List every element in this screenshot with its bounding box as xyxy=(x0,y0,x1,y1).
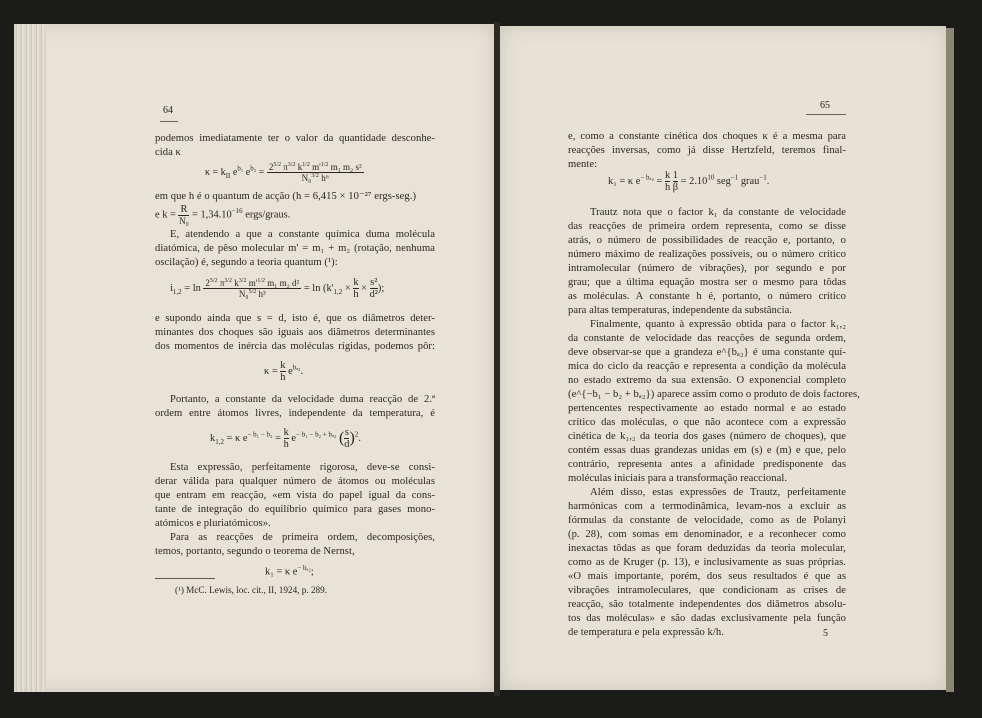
right-page-edge xyxy=(946,28,954,692)
right-text-line: de temperatura e pela expressão k/h. xyxy=(568,627,724,638)
left-formula-chemical-constant: $i_{1,2} = \ln$ $\frac{2^{5/2} \pi^{3/2} k^{3/2} m'^{1/2} m_1 m_2 d^2}{N_0^{5/2} h^3}$ = $\ln (k'_{1,2}$ × $\frac{k}{h}$ × $\frac{\text{s²}}{\text{d²}}$ ); xyxy=(170,277,385,300)
right-text-line: contrário, representa antes a afinidade predisponente das xyxy=(568,459,846,470)
right-text-line: vibrações intramoleculares, que condicionam as crises de xyxy=(568,585,846,596)
right-text-line: «O mais importante, porém, dos seus resultados é que as xyxy=(568,571,846,582)
left-text-line: oscilação) é, segundo a teoria quantum (¹): xyxy=(155,257,338,268)
footnote: (¹) McC. Lewis, loc. cit., II, 1924, p. 289. xyxy=(175,585,328,595)
right-text-line: e, como a constante cinética dos choques κ é a mesma para xyxy=(568,131,846,142)
right-text-line: Trautz nota que o factor k₁ da constante de velocidade xyxy=(590,207,846,218)
left-text-line: cida κ xyxy=(155,147,181,158)
right-text-line: como as de Kruger (p. 13), e inclusivamente as suas próprias. xyxy=(568,557,846,568)
right-formula-first-order: k₁ = κ $e^{- b_{a2}}$ = $\frac{k}{h}$ $\frac{1}{\beta}$ = $2.10^{10}$ seg$^{-1}$ grau$^{-1}$. xyxy=(608,170,770,193)
left-formula-first-order: k₁ = κ $e^{- b_{a2}}$; xyxy=(265,564,314,578)
right-text-line: inexactas tôdas as que foram deduzidas da teoria molecular, xyxy=(568,543,846,554)
right-text-line: reacção, são totalmente independentes dos diâmetros absolu- xyxy=(568,599,846,610)
right-text-line: (e^{−b₁ − b₂ + bₐ₂}) aparece assim como o produto de dois factores, xyxy=(568,389,860,400)
left-text-line: e supondo ainda que s = d, isto é, que os diâmetros deter- xyxy=(155,313,435,324)
left-page-edges xyxy=(14,24,46,692)
right-text-line: no estado extremo da sua extensão. O exponencial completo xyxy=(568,375,846,386)
right-text-line: mica do ciclo da reacção e representa a condição da molécula xyxy=(568,361,846,372)
right-text-line: grau; que a última equação mostra ser o mesmo para tôdas xyxy=(568,277,846,288)
right-text-line: atrás, o número de possibilidades de reacção e, portanto, o xyxy=(568,235,846,246)
left-text-line: diatómica, de pêso molecular m' = m₁ + m₂ (rotação, nenhuma xyxy=(155,243,435,254)
left-text-line: ordem entre átomos livres, independente da temperatura, é xyxy=(155,408,435,419)
signature-mark: 5 xyxy=(823,628,828,639)
left-formula-boltzmann: e k = $\frac{R}{\text{N₀}}$ = $1,34.10^{-16}$ ergs/graus. xyxy=(155,204,291,226)
left-text-line: tante de integração do equilíbrio químico para gases mono- xyxy=(155,504,435,515)
left-text-line: em que h é o quantum de acção (h = 6,415 × 10⁻²⁷ ergs-seg.) xyxy=(155,191,417,202)
left-text-line: atómicos e pluriatómicos». xyxy=(155,518,271,529)
right-text-line: Além disso, estas expressões de Trautz, perfeitamente xyxy=(590,487,846,498)
left-formula-second-order: $k_{1,2} = \kappa$ $e^{- b_1 - b_2}$ = $\frac{k}{h}$ $e^{- b_1 - b_2 + b_{a2}}$ ( $\frac{s}{d}$ )$^2$. xyxy=(210,427,361,450)
left-text-line: podemos imediatamente ter o valor da quantidade desconhe- xyxy=(155,133,435,144)
right-text-line: as moléculas. A constante h é, portanto, o número crítico xyxy=(568,291,846,302)
right-text-line: moléculas iniciais para a transformação reaccional. xyxy=(568,473,788,484)
left-text-line: Portanto, a constante da velocidade duma reacção de 2.ª xyxy=(170,394,435,405)
right-text-line: intramolecular (número de vibrações), por segundo e por xyxy=(568,263,846,274)
page-number-rule-left xyxy=(160,121,178,122)
right-text-line: número máximo de realizações possíveis, ou o número crítico xyxy=(568,249,846,260)
right-text-line: fórmulas da constante de velocidade, como as de Polanyi xyxy=(568,515,846,526)
right-text-line: reacções inversas, como já disse Hertzfeld, teremos final- xyxy=(568,145,846,156)
page-number-right: 65 xyxy=(820,100,830,111)
page-number-rule-right xyxy=(806,114,846,115)
left-text-line: derar válida para qualquer número de átomos ou moléculas xyxy=(155,476,435,487)
page-number-left: 64 xyxy=(163,105,173,116)
left-formula-kappa: $\kappa = k_{II}$ $e^{b_1}$ $e^{b_2}$ = $\frac{2^{5/2} \pi^{3/2} k^{1/2} m'^{1/2} m_1 m_2 s^2}{N_0^{3/2} h^6}$ xyxy=(205,162,362,183)
right-text-line: para altas temperaturas, independente da substância. xyxy=(568,305,793,316)
right-text-line: da constante de velocidade das reacções de segunda ordem, xyxy=(568,333,846,344)
right-text-line: cinética de k₁,₂ da teoria dos gases (número de choques), que xyxy=(568,431,846,442)
left-text-line: que entram em reacção, «em vista do papel igual da cons- xyxy=(155,490,435,501)
left-text-line: minantes dos choques são iguais aos diâmetros determinantes xyxy=(155,327,435,338)
left-text-line: temos, portanto, segundo o teorema de Nernst, xyxy=(155,546,355,557)
right-text-line: das reacções de primeira ordem representa, como se disse xyxy=(568,221,846,232)
right-text-line: tos das moléculas» e são dadas exclusivamente pela função xyxy=(568,613,846,624)
left-text-line: Esta expressão, perfeitamente rigorosa, deve-se consi- xyxy=(170,462,435,473)
right-text-line: crítico das moléculas, o que não acontece com a expressão xyxy=(568,417,846,428)
left-text-line: dos momentos de inércia das moléculas rígidas, podemos pôr: xyxy=(155,341,435,352)
left-formula-kappa-simple: κ = $\frac{k}{h}$ $e^{b_{a2}}$. xyxy=(264,360,304,383)
right-text-line: (p. 28), com somas em denominador, e a reconhecer como xyxy=(568,529,846,540)
left-text-line: Para as reacções de primeira ordem, decomposições, xyxy=(170,532,435,543)
right-text-line: mente: xyxy=(568,159,598,170)
left-text-line: E, atendendo a que a constante química duma molécula xyxy=(170,229,435,240)
right-text-line: harmónicas com a termodinâmica, levam-nos a excluir as xyxy=(568,501,846,512)
right-text-line: deve observar-se que a grandeza e^{bₐ₂} é uma constante quí- xyxy=(568,347,846,358)
right-text-line: pertencentes respectivamente ao estado normal e ao estado xyxy=(568,403,846,414)
right-text-line: contém essas duas grandezas unidas em (s) e (m) e que, pelo xyxy=(568,445,846,456)
footnote-rule xyxy=(155,578,215,579)
right-text-line: Finalmente, quanto à expressão obtida para o factor k₁,₂ xyxy=(590,319,846,330)
